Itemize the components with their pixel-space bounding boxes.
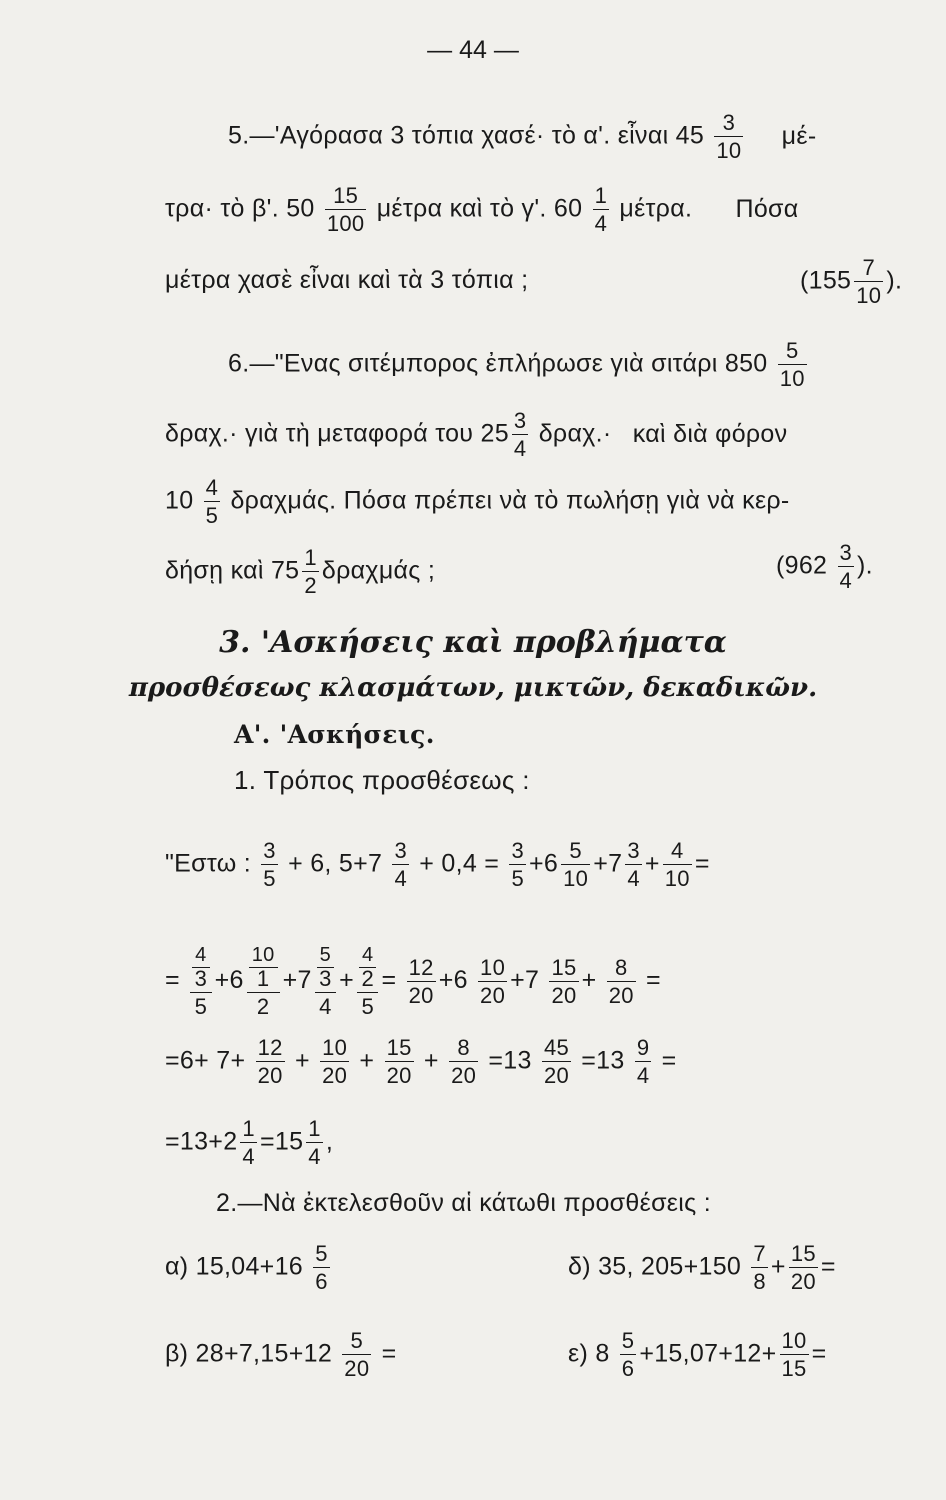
text: + <box>359 1046 375 1075</box>
text: = <box>381 1339 397 1368</box>
problem-5-line-2 <box>165 185 799 235</box>
text: ). <box>886 266 903 295</box>
fraction: $\frac{5}{20}$ <box>344 1328 370 1381</box>
equation-line-1 <box>165 840 710 890</box>
equation-line-3 <box>165 1037 677 1087</box>
fraction: $\frac{4}{10}$ <box>664 838 690 891</box>
text: =15 <box>259 1127 304 1156</box>
fraction: $\frac{5}{6}$ <box>315 1241 328 1294</box>
fraction: $\frac{45}{20}$ <box>543 1035 570 1088</box>
fraction: $\frac{15}{100}$ <box>326 183 365 236</box>
fraction: $\frac{3}{4}$ <box>839 540 853 593</box>
fraction: $\frac{15}{20}$ <box>551 954 577 1008</box>
text: + <box>644 849 660 878</box>
text: (962 <box>776 551 828 580</box>
text: = <box>646 966 661 995</box>
fraction: $\frac{4}{5}$ <box>205 475 219 528</box>
text: +6 <box>214 966 244 995</box>
problem-6-line-2 <box>165 410 787 460</box>
fraction: $\frac{3}{10}$ <box>716 110 742 163</box>
fraction: $\frac{3}{4}$ <box>627 838 640 891</box>
text: = <box>165 966 180 995</box>
text: ε) 8 <box>568 1339 610 1368</box>
text: =13+2 <box>165 1127 238 1156</box>
text: τρα· τὸ β'. 50 <box>165 194 315 223</box>
text: +6 <box>438 966 468 995</box>
text: + <box>770 1252 786 1281</box>
fraction: $\frac{12}{20}$ <box>257 1035 283 1088</box>
equation-line-2 <box>165 945 661 1018</box>
text: +7 <box>593 849 623 878</box>
fraction: $\frac{8}{20}$ <box>451 1035 477 1088</box>
problem-6-line-1 <box>228 340 810 390</box>
text: +7 <box>282 966 312 995</box>
fraction: $\frac{1}{4}$ <box>594 183 608 236</box>
problem-6-answer <box>776 542 873 592</box>
fraction: $\frac{3}{5}$ <box>511 838 525 891</box>
text: μέτρα. <box>619 194 693 223</box>
text: δραχμάς ; <box>321 556 436 585</box>
item-1-heading: 1. Τρόπος προσθέσεως : <box>234 765 530 795</box>
text: = <box>661 1046 677 1075</box>
fraction: $\frac{9}{4}$ <box>636 1035 650 1088</box>
fraction: $\frac{1}{4}$ <box>242 1116 255 1169</box>
problem-5-answer <box>800 257 902 307</box>
text: β) 28+7,15+12 <box>165 1339 333 1368</box>
text: = <box>820 1252 836 1281</box>
subsection-heading: Α'. 'Ασκήσεις. <box>234 720 435 749</box>
text: +7 <box>510 966 540 995</box>
text: δραχμάς. Πόσα πρέπει νὰ τὸ πωλήσῃ γιὰ νὰ κερ- <box>230 486 790 515</box>
exercise-e <box>568 1330 826 1380</box>
text: + <box>339 966 355 995</box>
fraction: $\frac{3}{5}$ <box>263 838 276 891</box>
text: 5.—'Αγόρασα 3 τόπια χασέ· τὸ α'. εἶναι 45 <box>228 121 705 150</box>
problem-6-line-4 <box>165 547 435 597</box>
exercise-a <box>165 1243 333 1293</box>
text: =13 <box>581 1046 625 1075</box>
fraction: $\frac{1}{2}$ <box>304 545 317 598</box>
section-subtitle: προσθέσεως κλασμάτων, μικτῶν, δεκαδικῶν. <box>128 673 818 703</box>
text: + <box>423 1046 439 1075</box>
text: δραχ.· γιὰ τὴ μεταφορά του 25 <box>165 419 509 448</box>
fraction: $\frac{10}{20}$ <box>322 1035 348 1088</box>
problem-5-line-1 <box>228 112 816 162</box>
problem-5-line-3 <box>165 265 528 295</box>
text: + <box>294 1046 310 1075</box>
text: μέ- <box>781 121 817 150</box>
text: ). <box>857 551 873 580</box>
text: 10 <box>165 486 194 515</box>
fraction: 10 1 2 <box>247 945 280 1018</box>
text: + <box>581 966 597 995</box>
section-title: 3. 'Ασκήσεις καὶ προβλήματα <box>219 625 727 660</box>
text: μέτρα καὶ τὸ γ'. 60 <box>376 194 583 223</box>
fraction: $\frac{12}{20}$ <box>408 954 434 1008</box>
fraction: $\frac{8}{20}$ <box>608 954 634 1008</box>
equation-line-4 <box>165 1118 333 1168</box>
text: δήσῃ καὶ 75 <box>165 556 300 585</box>
text: 6.—"Ενας σιτέμπορος ἐπλήρωσε γιὰ σιτάρι 850 <box>228 349 768 378</box>
fraction: $\frac{5}{10}$ <box>779 338 805 391</box>
item-2-heading: 2.—Νὰ ἐκτελεσθοῦν αἱ κάτωθι προσθέσεις : <box>216 1189 711 1217</box>
fraction: $\frac{10}{15}$ <box>781 1328 807 1381</box>
fraction: $\frac{5}{10}$ <box>563 838 589 891</box>
text: Πόσα <box>735 194 799 223</box>
text: + 6, 5+7 <box>288 849 383 878</box>
text: +6 <box>529 849 559 878</box>
fraction: 4 2 5 <box>357 945 378 1018</box>
text: (155 <box>800 266 852 295</box>
fraction: $\frac{15}{20}$ <box>386 1035 412 1088</box>
text: δραχ.· <box>538 419 612 448</box>
fraction: $\frac{3}{4}$ <box>513 408 527 461</box>
fraction: $\frac{5}{6}$ <box>621 1328 635 1381</box>
text: μέτρα χασὲ εἶναι καὶ τὰ 3 τόπια ; <box>165 266 529 294</box>
text: =13 <box>488 1046 532 1075</box>
fraction: $\frac{1}{4}$ <box>308 1116 321 1169</box>
exercise-d <box>568 1243 836 1293</box>
fraction: $\frac{10}{20}$ <box>480 954 506 1008</box>
page-number: — 44 — <box>427 36 519 64</box>
text: +15,07+12+ <box>639 1339 777 1368</box>
fraction: $\frac{15}{20}$ <box>790 1241 816 1294</box>
text: "Εστω : <box>165 849 252 878</box>
text: καὶ διὰ φόρον <box>632 419 788 448</box>
fraction: 5 3 4 <box>315 945 336 1018</box>
fraction: $\frac{7}{10}$ <box>856 255 882 308</box>
fraction: $\frac{3}{4}$ <box>394 838 408 891</box>
text: = <box>694 849 710 878</box>
text: , <box>325 1127 334 1156</box>
fraction: $\frac{7}{8}$ <box>753 1241 766 1294</box>
text: + 0,4 = <box>419 849 500 878</box>
exercise-b <box>165 1330 397 1380</box>
text: δ) 35, 205+150 <box>568 1252 742 1281</box>
text: = <box>811 1339 827 1368</box>
problem-6-line-3 <box>165 477 790 527</box>
text: α) 15,04+16 <box>165 1252 303 1281</box>
fraction: 4 3 5 <box>190 945 211 1018</box>
text: =6+ 7+ <box>165 1046 246 1075</box>
text: = <box>381 966 397 995</box>
